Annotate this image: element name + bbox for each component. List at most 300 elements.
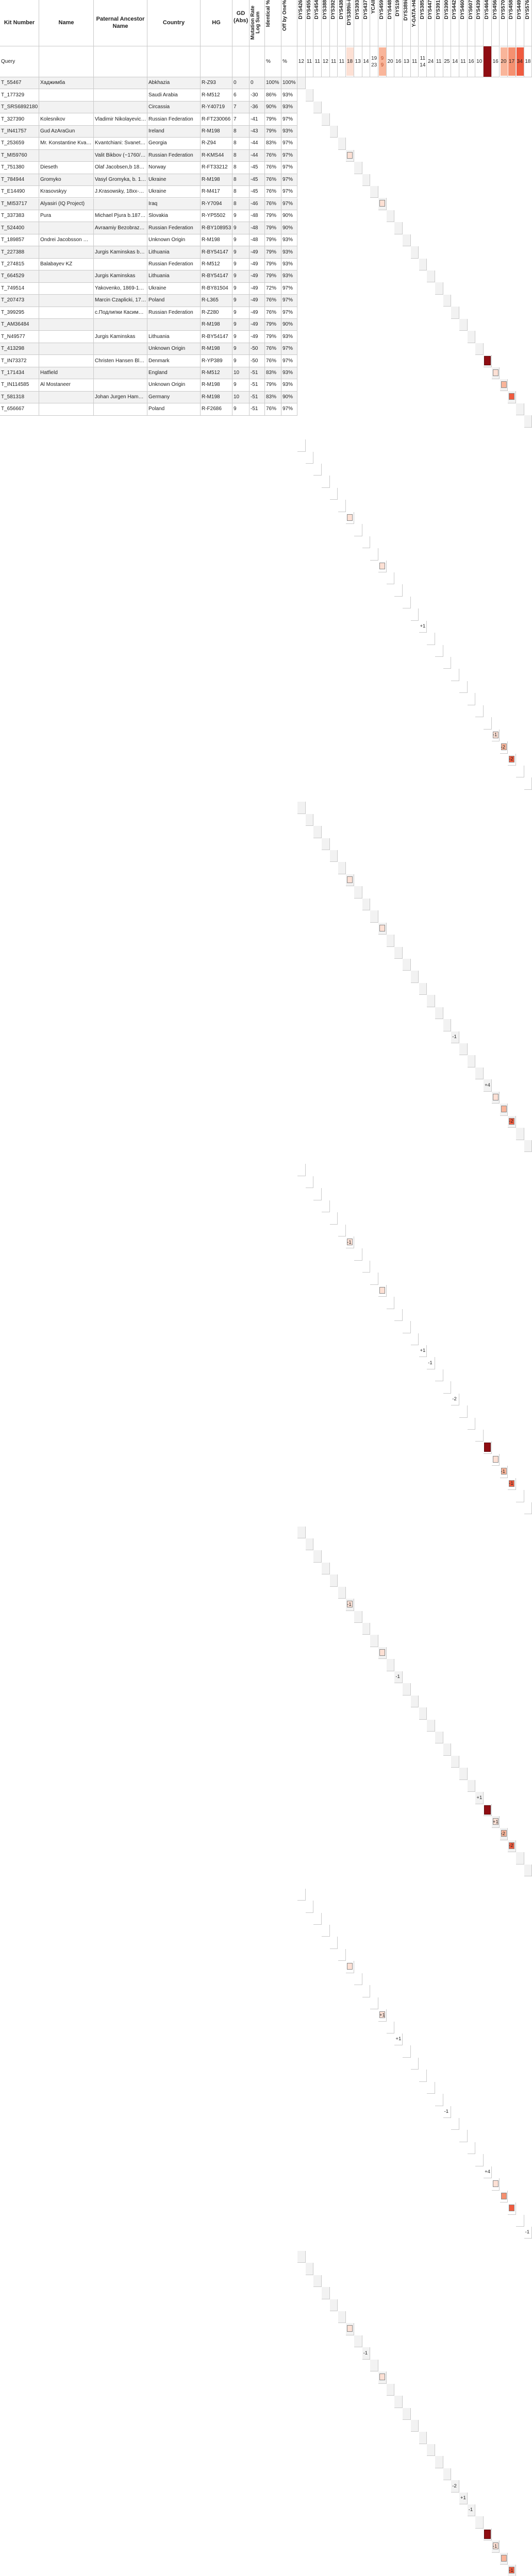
cell-ancestor: с.Подлипки Касим… (94, 307, 147, 319)
marker-header-dys437[interactable] (362, 0, 371, 46)
marker-diff-swatch (347, 514, 353, 521)
marker-cell (403, 2045, 411, 2057)
cell-country: Poland (147, 403, 201, 415)
query-marker-value-text: 24 (427, 59, 434, 64)
cell-ident: 90% (265, 101, 281, 113)
marker-header-dys449[interactable] (516, 0, 524, 46)
marker-cell (354, 1248, 362, 1260)
marker-cell (378, 198, 387, 210)
cell-name[interactable]: Balabayev KZ (39, 259, 94, 270)
cell-name[interactable]: Krasovskyy (39, 186, 94, 198)
cell-kit[interactable]: T_399295 (0, 307, 39, 319)
cell-ancestor (94, 367, 147, 379)
cell-gd: 9 (232, 246, 250, 258)
marker-diff-value: -1 (395, 1674, 400, 1680)
query-marker-value-text: 13 (355, 59, 361, 64)
cell-kit[interactable]: T_N49577 (0, 331, 39, 343)
marker-cell (451, 2118, 459, 2130)
cell-kit[interactable]: T_337383 (0, 210, 39, 222)
cell-kit[interactable]: T_E14490 (0, 186, 39, 198)
cell-name[interactable] (39, 222, 94, 234)
marker-header-label: DYS458 (508, 0, 514, 20)
cell-ident: 76% (265, 162, 281, 174)
marker-diff-value: +4 (485, 2169, 490, 2175)
cell-off: 93% (281, 259, 297, 270)
query-marker-value-text: 19 23 (371, 55, 377, 68)
marker-cell (500, 379, 508, 391)
cell-ancestor (94, 89, 147, 101)
cell-off: 90% (281, 319, 297, 331)
cell-name[interactable] (39, 392, 94, 403)
query-marker-value-text: 14 (363, 59, 369, 64)
cell-gd: 8 (232, 174, 250, 186)
marker-cell (378, 2009, 387, 2021)
marker-cell (330, 126, 338, 138)
query-marker-value-text: 34 (517, 59, 523, 64)
marker-cell (297, 802, 306, 814)
marker-cell (370, 2360, 378, 2371)
marker-cell (306, 452, 314, 464)
cell-mr: -43 (250, 126, 265, 138)
marker-cell (322, 476, 330, 487)
marker-header-dys464[interactable] (484, 0, 492, 46)
column-header-gd-label: GD (Abs) (234, 10, 248, 24)
marker-cell (346, 1236, 354, 1248)
cell-ident: 79% (265, 270, 281, 282)
cell-ancestor (94, 379, 147, 391)
cell-gd: 10 (232, 367, 250, 379)
query-marker-highlight (484, 46, 491, 77)
marker-cell (338, 1949, 346, 1961)
query-country (147, 46, 201, 77)
cell-kit[interactable]: T_664529 (0, 270, 39, 282)
marker-diff-value: +1 (492, 1819, 498, 1825)
cell-kit[interactable]: T_227388 (0, 246, 39, 258)
cell-kit[interactable]: T_IN114585 (0, 379, 39, 391)
marker-cell (419, 1345, 427, 1357)
cell-ident: 79% (265, 113, 281, 125)
marker-cell (427, 2082, 435, 2094)
cell-kit[interactable]: T_207473 (0, 295, 39, 307)
cell-name[interactable] (39, 355, 94, 367)
cell-ancestor (94, 77, 147, 89)
cell-kit[interactable]: T_AM36484 (0, 319, 39, 331)
marker-diff-swatch (379, 1287, 385, 1294)
marker-diff-swatch (347, 152, 353, 159)
marker-cell (516, 1128, 524, 1140)
marker-cell (475, 343, 484, 355)
marker-header-dys607[interactable] (468, 0, 476, 46)
marker-header-dys454[interactable] (313, 0, 322, 46)
marker-header-dys458[interactable] (508, 0, 516, 46)
marker-cell (427, 2444, 435, 2456)
cell-hg: R-BY54147 (201, 331, 232, 343)
cell-gd: 8 (232, 198, 250, 210)
marker-cell (411, 608, 419, 620)
column-header-kit[interactable] (0, 0, 39, 46)
cell-country: Russian Federation (147, 113, 201, 125)
cell-ancestor (94, 343, 147, 355)
marker-cell (435, 1369, 443, 1381)
cell-gd: 9 (232, 210, 250, 222)
cell-ident: 79% (265, 331, 281, 343)
marker-cell (508, 2202, 516, 2214)
marker-cell (313, 1188, 322, 1200)
cell-name[interactable] (39, 307, 94, 319)
cell-ident: 76% (265, 343, 281, 355)
marker-cell (492, 730, 500, 741)
marker-cell (403, 2408, 411, 2420)
cell-country: Unknown Origin (147, 343, 201, 355)
marker-cell (459, 681, 468, 693)
cell-name[interactable] (39, 270, 94, 282)
cell-hg: R-M198 (201, 126, 232, 138)
query-marker-value (370, 46, 378, 77)
cell-kit[interactable]: T_413298 (0, 343, 39, 355)
query-gd (232, 46, 250, 77)
marker-header-dys19[interactable] (394, 0, 403, 46)
marker-diff-value: -1 (347, 1239, 352, 1245)
cell-kit[interactable]: T_253659 (0, 138, 39, 149)
column-header-off[interactable] (281, 0, 297, 46)
marker-cell (516, 403, 524, 415)
marker-cell (500, 1466, 508, 1478)
cell-name[interactable]: Хаджимба (39, 77, 94, 89)
marker-header-label: DYS438 (338, 0, 344, 20)
cell-off: 93% (281, 101, 297, 113)
cell-mr: -44 (250, 138, 265, 149)
marker-diff-swatch (379, 563, 385, 569)
marker-cell (346, 512, 354, 524)
cell-name[interactable]: Al Mostaneer (39, 379, 94, 391)
marker-cell (387, 1659, 395, 1671)
marker-cell (500, 1104, 508, 1115)
cell-hg: R-YP389 (201, 355, 232, 367)
cell-ancestor: Marcin Czaplicki, 17… (94, 295, 147, 307)
marker-cell (313, 101, 322, 113)
cell-ident: 100% (265, 77, 281, 89)
cell-mr: -36 (250, 101, 265, 113)
cell-name[interactable] (39, 246, 94, 258)
cell-kit[interactable]: T_177329 (0, 89, 39, 101)
query-marker-value-text: 11 (436, 59, 442, 64)
cell-kit[interactable]: T_581318 (0, 392, 39, 403)
marker-header-dys388[interactable] (322, 0, 330, 46)
marker-header-dys459[interactable] (378, 0, 387, 46)
cell-gd: 9 (232, 379, 250, 391)
cell-off: 97% (281, 307, 297, 319)
query-marker-value-text: 20 (387, 59, 393, 64)
cell-kit[interactable]: T_55467 (0, 77, 39, 89)
marker-header-dys447[interactable] (427, 0, 435, 46)
marker-cell (362, 2347, 371, 2359)
marker-cell (443, 2468, 452, 2480)
cell-country: Ukraine (147, 283, 201, 295)
cell-mr: -49 (250, 259, 265, 270)
cell-gd: 6 (232, 89, 250, 101)
cell-ident: 86% (265, 89, 281, 101)
cell-kit[interactable]: T_189857 (0, 234, 39, 246)
cell-kit[interactable]: T_524400 (0, 222, 39, 234)
column-header-ident[interactable] (265, 0, 281, 46)
marker-header-dys456[interactable] (492, 0, 500, 46)
cell-name[interactable] (39, 343, 94, 355)
column-header-mr[interactable] (250, 0, 265, 46)
column-header-ancestor[interactable] (94, 0, 147, 46)
marker-header-dys460[interactable] (459, 0, 468, 46)
marker-diff-value: -1 (492, 2543, 497, 2549)
cell-ancestor: Avraamiy Bezobraz… (94, 222, 147, 234)
marker-cell (427, 995, 435, 1007)
cell-hg: R-F2686 (201, 403, 232, 415)
cell-gd: 9 (232, 259, 250, 270)
cell-kit[interactable]: T_327390 (0, 113, 39, 125)
marker-header-dys442[interactable] (451, 0, 459, 46)
marker-cell (394, 1309, 403, 1321)
marker-header-dys389i[interactable] (403, 0, 411, 46)
marker-cell (403, 1683, 411, 1695)
marker-cell (459, 1768, 468, 1780)
query-marker-value-text: 11 14 (420, 55, 426, 68)
cell-ancestor (94, 319, 147, 331)
cell-country: Georgia (147, 138, 201, 149)
marker-cell (403, 234, 411, 246)
marker-cell (435, 2456, 443, 2468)
cell-ident: 79% (265, 210, 281, 222)
marker-diff-value: -1 (509, 1481, 513, 1487)
cell-name[interactable] (39, 403, 94, 415)
cell-off: 97% (281, 403, 297, 415)
query-marker-value (378, 46, 387, 77)
marker-header-label: DYS460 (460, 0, 466, 20)
cell-kit[interactable]: T_IN73372 (0, 355, 39, 367)
cell-ident: 76% (265, 295, 281, 307)
query-marker-value-text: 9 9 (380, 55, 384, 68)
marker-cell (484, 717, 492, 729)
marker-header-dys385[interactable] (419, 0, 427, 46)
cell-gd: 8 (232, 126, 250, 138)
marker-header-y-gata-h4[interactable] (411, 0, 419, 46)
marker-cell (354, 524, 362, 536)
marker-cell (354, 886, 362, 898)
cell-name[interactable] (39, 89, 94, 101)
cell-kit[interactable]: T_SRS6892180 (0, 101, 39, 113)
marker-cell (484, 355, 492, 367)
cell-mr: -49 (250, 270, 265, 282)
cell-country (147, 319, 201, 331)
cell-kit[interactable]: T_784944 (0, 174, 39, 186)
marker-cell (411, 2058, 419, 2070)
marker-cell (370, 186, 378, 198)
marker-diff-swatch (509, 2205, 514, 2211)
column-header-hg[interactable] (201, 0, 232, 46)
cell-name[interactable] (39, 150, 94, 162)
cell-name[interactable]: Gromyko (39, 174, 94, 186)
marker-cell (306, 1901, 314, 1912)
cell-off: 93% (281, 234, 297, 246)
query-marker-value (362, 46, 371, 77)
cell-mr: -51 (250, 403, 265, 415)
marker-diff-swatch (379, 1649, 385, 1656)
marker-header-dys390[interactable] (443, 0, 452, 46)
cell-kit[interactable]: T_IN41757 (0, 126, 39, 138)
cell-country: Ireland (147, 126, 201, 138)
cell-kit[interactable]: T_656667 (0, 403, 39, 415)
marker-header-label: DYS393 (354, 0, 360, 20)
marker-cell (508, 2565, 516, 2576)
marker-cell (370, 1635, 378, 1647)
cell-name[interactable]: Hatfield (39, 367, 94, 379)
marker-diff-value: -1 (452, 1034, 457, 1040)
marker-cell (500, 741, 508, 753)
query-marker-value (387, 46, 395, 77)
marker-cell (484, 1442, 492, 1453)
cell-gd: 8 (232, 138, 250, 149)
cell-name[interactable] (39, 101, 94, 113)
marker-cell (370, 1273, 378, 1284)
cell-gd: 9 (232, 283, 250, 295)
marker-diff-swatch (501, 2193, 507, 2199)
marker-diff-value: -2 (452, 1396, 457, 1402)
cell-off: 97% (281, 186, 297, 198)
cell-ancestor: Vladimir Nikolayevic… (94, 113, 147, 125)
marker-cell (475, 1792, 484, 1804)
marker-cell (378, 923, 387, 935)
cell-ancestor: Olaf Jacobsen,b 18… (94, 162, 147, 174)
cell-ident: 76% (265, 198, 281, 210)
cell-country: Abkhazia (147, 77, 201, 89)
cell-name[interactable]: Dieseth (39, 162, 94, 174)
cell-off: 97% (281, 283, 297, 295)
marker-cell (354, 1611, 362, 1623)
marker-diff-value: -1 (525, 2229, 530, 2235)
marker-cell (378, 1285, 387, 1297)
cell-mr: -49 (250, 331, 265, 343)
marker-diff-value: -1 (492, 732, 497, 738)
marker-cell (524, 777, 532, 789)
cell-kit[interactable]: T_751380 (0, 162, 39, 174)
marker-cell (346, 1599, 354, 1611)
marker-diff-value: +4 (485, 1082, 490, 1088)
marker-cell (338, 138, 346, 149)
marker-header-dys570[interactable] (500, 0, 508, 46)
marker-cell (322, 1563, 330, 1574)
marker-cell (524, 415, 532, 427)
cell-ident: 79% (265, 379, 281, 391)
marker-header-dys448[interactable] (387, 0, 395, 46)
marker-cell (297, 1527, 306, 1538)
query-marker-value (492, 46, 500, 77)
marker-diff-value: -1 (444, 2109, 449, 2115)
marker-header-dys439[interactable] (475, 0, 484, 46)
marker-header-dys389ii-i[interactable] (346, 0, 354, 46)
marker-header-dys393[interactable] (354, 0, 362, 46)
cell-name[interactable]: Mr. Konstantine Kva… (39, 138, 94, 149)
cell-name[interactable] (39, 319, 94, 331)
marker-header-ycaii[interactable] (370, 0, 378, 46)
cell-gd: 8 (232, 186, 250, 198)
column-header-mr-label: Mutation Rate Log Sum (250, 5, 261, 40)
cell-kit[interactable]: T_274815 (0, 259, 39, 270)
marker-cell (459, 2130, 468, 2142)
marker-diff-value: -2 (509, 1843, 513, 1849)
cell-hg: R-Z93 (201, 77, 232, 89)
cell-kit[interactable]: T_171434 (0, 367, 39, 379)
marker-header-dys455[interactable] (306, 0, 314, 46)
query-marker-value-text: 20 (501, 59, 507, 64)
cell-name[interactable]: Kolesnikov (39, 113, 94, 125)
cell-name[interactable] (39, 331, 94, 343)
marker-diff-swatch (501, 381, 507, 388)
cell-name[interactable] (39, 295, 94, 307)
cell-country: Circassia (147, 101, 201, 113)
marker-cell (451, 1756, 459, 1768)
marker-diff-swatch (493, 369, 498, 376)
column-header-country[interactable] (147, 0, 201, 46)
query-marker-value (354, 46, 362, 77)
query-marker-value (524, 46, 532, 77)
column-header-name[interactable] (39, 0, 94, 46)
cell-gd: 9 (232, 222, 250, 234)
cell-name[interactable]: Ondrei Jacobsson … (39, 234, 94, 246)
marker-cell (427, 270, 435, 282)
cell-off: 97% (281, 343, 297, 355)
marker-cell (387, 2384, 395, 2396)
marker-cell (387, 210, 395, 222)
marker-header-dys438[interactable] (338, 0, 346, 46)
query-marker-value (394, 46, 403, 77)
marker-cell (500, 2191, 508, 2202)
cell-name[interactable]: Pura (39, 210, 94, 222)
cell-kit[interactable]: T_749514 (0, 283, 39, 295)
cell-ident: 83% (265, 367, 281, 379)
cell-mr: -49 (250, 283, 265, 295)
marker-cell (475, 2516, 484, 2528)
cell-gd: 9 (232, 234, 250, 246)
marker-cell (322, 113, 330, 125)
query-marker-value (435, 46, 443, 77)
marker-cell (297, 2251, 306, 2263)
marker-cell (451, 307, 459, 318)
marker-header-dys426[interactable] (297, 0, 306, 46)
cell-off: 97% (281, 295, 297, 307)
cell-country: Denmark (147, 355, 201, 367)
cell-name[interactable]: Gud AzAraGun (39, 126, 94, 138)
marker-cell (306, 1176, 314, 1188)
cell-off: 100% (281, 77, 297, 89)
cell-kit[interactable]: T_MI53717 (0, 198, 39, 210)
cell-name[interactable]: Alyasiri (IQ Project) (39, 198, 94, 210)
cell-country: Unknown Origin (147, 234, 201, 246)
marker-cell (338, 1587, 346, 1599)
marker-cell (411, 1333, 419, 1345)
marker-header-dys392[interactable] (330, 0, 338, 46)
query-marker-value-text: 12 (322, 59, 328, 64)
marker-header-dys391[interactable] (435, 0, 443, 46)
marker-header-dys576[interactable] (524, 0, 532, 46)
cell-gd: 9 (232, 331, 250, 343)
query-kit: Query (0, 46, 39, 77)
cell-country: Ukraine (147, 186, 201, 198)
marker-diff-value: -2 (501, 744, 505, 750)
column-header-gd[interactable] (232, 0, 250, 46)
cell-kit[interactable]: T_MI59760 (0, 150, 39, 162)
query-marker-value (443, 46, 452, 77)
cell-country: Lithuania (147, 270, 201, 282)
cell-ident: 79% (265, 126, 281, 138)
cell-name[interactable] (39, 283, 94, 295)
cell-country: Ukraine (147, 174, 201, 186)
